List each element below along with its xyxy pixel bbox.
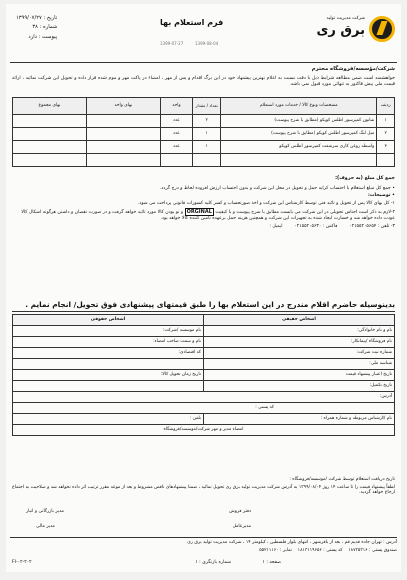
item-unit: عدد bbox=[160, 128, 192, 141]
col-description: مشخصات ونوع کالا / خدمات مورد استعلام bbox=[221, 98, 377, 115]
form-header bbox=[10, 8, 397, 62]
brand-name: برق ری bbox=[316, 23, 365, 38]
inquiry-form bbox=[6, 4, 401, 572]
notes-title: • توضیحات: bbox=[368, 193, 395, 199]
signature-field[interactable]: امضاء مدیر و مهر شرکت/موسسه/فروشگاه bbox=[13, 425, 395, 436]
unit-price-cell[interactable] bbox=[86, 115, 160, 128]
delivery-date-field[interactable]: تاریخ زمان تحویل کالا: bbox=[13, 370, 204, 381]
row-number: ۲ bbox=[377, 128, 395, 141]
fax-number: فاکس : ۰۲۱۵۵۲۰۵۶۳۰ bbox=[294, 223, 338, 229]
contact-numbers: صندوق پستی : ۱۸۷۳۵۳۱۶ کد پستی : ۱۸۱۳۱۱۹۶۵۶ نمابر : ۵۵۲۱۱۱۶۰ bbox=[259, 547, 397, 553]
lightning-logo-icon bbox=[369, 16, 395, 42]
form-attachment: پیوست : دارد bbox=[28, 33, 58, 40]
stamp-date-left: 1399-07-27 bbox=[160, 41, 184, 46]
form-date: تاریخ : ۱۳۹۹/۰۷/۲۷ bbox=[16, 15, 58, 21]
contact-person-field[interactable]: نام کارشناس مربوطه و شماره همراه : bbox=[204, 414, 395, 425]
item-description: شاتون کمپرسور اطلس کوپکو (مطابق با شرح پیوست) bbox=[221, 115, 377, 128]
registration-field[interactable]: شماره ثبت شرکت: bbox=[204, 348, 395, 359]
total-price-cell[interactable] bbox=[13, 115, 87, 128]
validity-date-field[interactable]: تاریخ اعتبار پیشنهاد قیمت bbox=[204, 370, 395, 381]
signatory-field[interactable]: نام و سمت صاحب امضاء: bbox=[13, 337, 204, 348]
national-id-field[interactable]: شناسه ملی: bbox=[204, 359, 395, 370]
col-unit-price: بهای واحد bbox=[86, 98, 160, 115]
col-unit: واحد bbox=[160, 98, 192, 115]
item-description: میل لنگ کمپرسور اطلس کوپکو (مطابق با شرح پیوست) bbox=[221, 128, 377, 141]
company-logo bbox=[316, 10, 397, 56]
deadline-note: لطفاً پیشنهاد قیمت را تا ساعت ۱۴ روز ۱۳۹۹/۰۸/۰۴ به آدرس شرکت مدیریت تولید برق ری تحویل نمائید ، ضمنا پیشنهادهای ناقص مشروط و بعد از موعد مقرر ترتیب اثر داده نخواهد شد و صلاحیت به اجتماع ارجاع خواهد گردید. bbox=[12, 484, 395, 496]
contact-phone-field[interactable]: تلفن : bbox=[13, 414, 204, 425]
footer-contact bbox=[10, 537, 397, 555]
receipt-date-line: تاریخ دریافت استعلام توسط شرکت /موسسه/فروشگاه : bbox=[289, 477, 395, 482]
page-number: صفحه : ۱ bbox=[262, 560, 281, 565]
items-table bbox=[12, 97, 395, 167]
postal-code-field[interactable]: کد پستی : bbox=[13, 403, 395, 414]
table-row bbox=[13, 115, 395, 128]
economic-code-field[interactable]: کد اقتصادی: bbox=[13, 348, 204, 359]
total-price-cell[interactable] bbox=[13, 154, 87, 167]
phone-number: ۳- تلفن : ۰۲۱۵۵۲۰۵۶۵۴ bbox=[349, 223, 395, 229]
total-price-cell[interactable] bbox=[13, 141, 87, 154]
item-quantity: ۱ bbox=[193, 128, 221, 141]
unit-price-cell[interactable] bbox=[86, 154, 160, 167]
company-name: شرکت مدیریت تولید bbox=[326, 16, 365, 21]
procurement-label: مدیر بازرگانی و انبار bbox=[26, 509, 64, 514]
company-address: آدرس : تهران جاده قدیم قم ، بعد از باقرشهر ، انتهای بلوار فلسطین ، کیلومتر ۱۴ ، شرکت مدیریت تولید برق ری bbox=[187, 540, 397, 545]
items-header-row bbox=[13, 98, 395, 115]
completion-date-field[interactable]: تاریخ تکمیل: bbox=[204, 381, 395, 392]
footer-notes bbox=[12, 477, 395, 498]
item-quantity: ۲ bbox=[193, 115, 221, 128]
address-field[interactable]: آدرس: bbox=[13, 392, 395, 403]
col-row: ردیف bbox=[377, 98, 395, 115]
unit-price-cell[interactable] bbox=[86, 128, 160, 141]
total-price-cell[interactable] bbox=[13, 128, 87, 141]
col-total: بهای مجموع bbox=[13, 98, 87, 115]
revision-number: شماره بازنگری : ۱ bbox=[195, 560, 231, 565]
form-title: فرم استعلام بها bbox=[160, 18, 224, 27]
notes-section bbox=[12, 186, 395, 231]
company-name-field[interactable]: نام موسسه /شرکت: bbox=[13, 326, 204, 337]
table-row bbox=[13, 154, 395, 167]
note-1: ۱- کل بهای کالا پس از تحویل و تائید فنی توسط کارشناس این شرکت و اخذ صورتحساب و کسر کلیه کسورات قانونی پرداخت می شود. bbox=[137, 200, 395, 206]
store-name-field[interactable]: نام فروشگاه /پیمانکار: bbox=[204, 337, 395, 348]
original-badge: ORGINAL bbox=[186, 208, 212, 215]
form-number: شماره : ۳۸ bbox=[32, 24, 58, 31]
form-code: FI-۰۲-۲۰۲ bbox=[12, 560, 32, 565]
note-3 bbox=[12, 224, 395, 230]
item-unit: عدد bbox=[160, 141, 192, 154]
stamp-date-right: 1399-08-04 bbox=[195, 41, 219, 46]
agreement-heading: بدینوسیله حاضرم اقلام مندرج در این استعلام بها را طبق قیمتهای پیشنهادی فوق تحویل/ انجام نمایم . bbox=[12, 300, 395, 312]
recipient-line: شرکت/مؤسسه/فروشگاه محترم bbox=[311, 66, 395, 72]
unit-price-cell[interactable] bbox=[86, 141, 160, 154]
form-meta bbox=[16, 14, 57, 42]
item-description: واسطه روغن کاری سرشفت کمپرسور اطلس کوپکو bbox=[221, 141, 377, 154]
row-number: ۱ bbox=[377, 115, 395, 128]
office-label: دفتر فروش bbox=[229, 509, 251, 514]
real-persons-title: اشخاص حقیقی bbox=[204, 315, 395, 326]
supplier-info-table bbox=[12, 314, 395, 436]
table-row bbox=[13, 141, 395, 154]
legal-persons-title: اشخاص حقوقی bbox=[13, 315, 204, 326]
header-divider bbox=[10, 62, 397, 63]
full-name-field[interactable]: نام و نام خانوادگی: bbox=[204, 326, 395, 337]
row-number: ۳ bbox=[377, 141, 395, 154]
grand-total-words: جمع کل مبلغ (به حروف): bbox=[335, 176, 395, 181]
table-row bbox=[13, 128, 395, 141]
item-quantity: ۱ bbox=[193, 141, 221, 154]
finance-label: مدیر مالی bbox=[36, 524, 55, 529]
email-field: ایمیل : bbox=[269, 223, 283, 229]
col-quantity: تعداد / مقدار bbox=[193, 98, 221, 115]
item-unit: عدد bbox=[160, 115, 192, 128]
manager-label: مدیرعامل bbox=[232, 524, 251, 529]
note-total: • جمع کل مبلغ استعلام با احتساب کرایه حمل و تحویل در محل این شرکت و بدون احتساب ارزش افزوده لحاظ و درج گردد. bbox=[159, 186, 395, 191]
note-2: ۲-لازم به ذکر است اجناس تحویلی در این شرکت می بایست مطابق با شرح پیوست و با کیفیت ORGINAL و نو بودن کالا مورد تائید خواهد گرفت و در صورت نقصان و داشتن هرگونه اشکال کالا عودت داده خواهد شد و خسارت ایجاد شده به تجهیزات این شرکت و همچنین هزینه حمل برعهده تامین کننده کالا خواهد بود. bbox=[21, 208, 395, 222]
intro-paragraph: خواهشمند است ضمن مطالعه شرایط ذیل با دقت نسبت به اعلام بهترین پیشنهاد خود در این برگ اقدام و پس از مهر ، امضاء در پاکت مهر و موم شده قرار داده و تحویل این شرکت نمائید ، ارائه قیمت ملی پیش فاکتور به تنهائی مورد قبول نمی باشد. bbox=[12, 76, 395, 87]
